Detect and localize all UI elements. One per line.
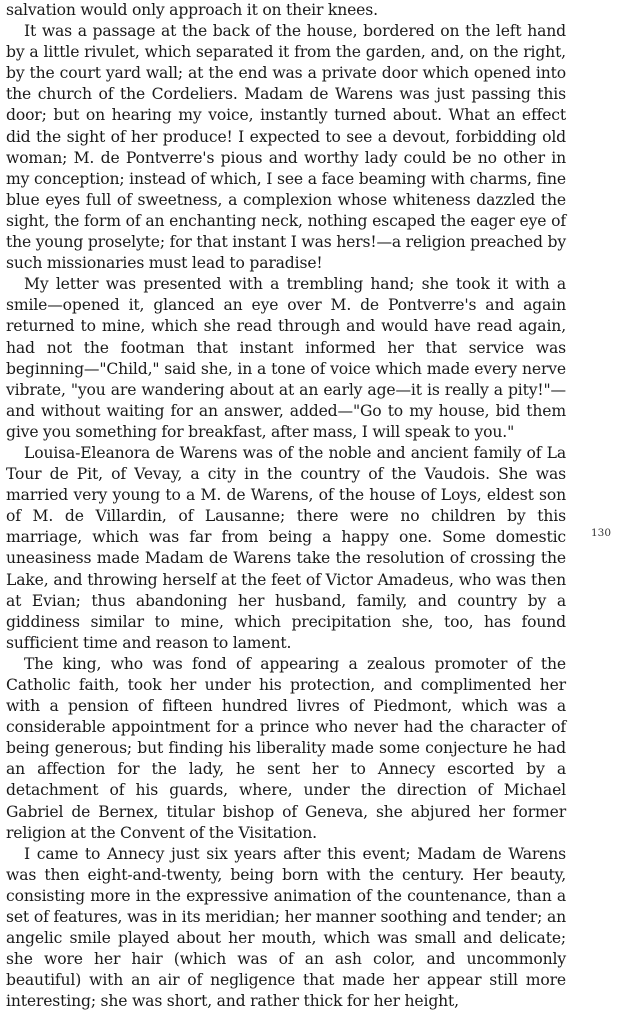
- paragraph-continuation: salvation would only approach it on their knees.: [6, 1, 378, 19]
- paragraph-the-king: The king, who was fond of appearing a zealous promoter of the Catholic faith, took her under his protection, and complimented her with a pension of fifteen hundred livres of Piedmont, which was a considerable appointment for a prince who never had the character of being generous; but finding his liberality made some conjecture he had an affection for the lady, he sent her to Annecy escorted by a detachment of his guards, where, under the direction of Michael Gabriel de Bernex, titular bishop of Geneva, she abjured her former religion at the Convent of the Visitation.: [6, 654, 566, 842]
- page-number: 130: [591, 527, 612, 539]
- paragraph-passage: It was a passage at the back of the house, bordered on the left hand by a little rivulet, which separated it from the garden, and, on the right, by the court yard wall; at the end was a private door which opened into the church of the Cordeliers. Madam de Warens was just passing this door; but on hearing my voice, instantly turned about. What an effect did the sight of her produce! I expected to see a devout, forbidding old woman; M. de Pontverre's pious and worthy lady could be no other in my conception; instead of which, I see a face beaming with charms, fine blue eyes full of sweetness, a complexion whose whiteness dazzled the sight, the form of an enchanting neck, nothing escaped the eager eye of the young proselyte; for that instant I was hers!—a religion preached by such missionaries must lead to paradise!: [6, 22, 566, 273]
- paragraph-louisa-eleanora: Louisa-Eleanora de Warens was of the noble and ancient family of La Tour de Pit, of Vevay, a city in the country of the Vaudois. She was married very young to a M. de Warens, of the house of Loys, eldest son of M. de Villardin, of Lausanne; there were no children by this marriage, which was far from being a happy one. Some domestic uneasiness made Madam de Warens take the resolution of crossing the Lake, and throwing herself at the feet of Victor Amadeus, who was then at Evian; thus abandoning her husband, family, and country by a giddiness similar to mine, which precipitation she, too, has found sufficient time and reason to lament.: [6, 443, 566, 652]
- paragraph-came-to-annecy: I came to Annecy just six years after this event; Madam de Warens was then eight-and-twenty, being born with the century. Her beauty, consisting more in the expressive animation of the countenance, than a set of features, was in its meridian; her manner soothing and tender; an angelic smile played about her mouth, which was small and delicate; she wore her hair (which was of an ash color, and uncommonly beautiful) with an air of negligence that made her appear still more interesting; she was short, and rather thick for her height,: [6, 844, 566, 1011]
- paragraph-letter: My letter was presented with a trembling hand; she took it with a smile—opened it, glanced an eye over M. de Pontverre's and again returned to mine, which she read through and would have read again, had not the footman that instant informed her that service was beginning—"Child," said she, in a tone of voice which made every nerve vibrate, "you are wandering about at an early age—it is really a pity!"—and without waiting for an answer, added—"Go to my house, bid them give you something for breakfast, after mass, I will speak to you.": [6, 275, 566, 441]
- book-page-text: [6, 0, 566, 1013]
